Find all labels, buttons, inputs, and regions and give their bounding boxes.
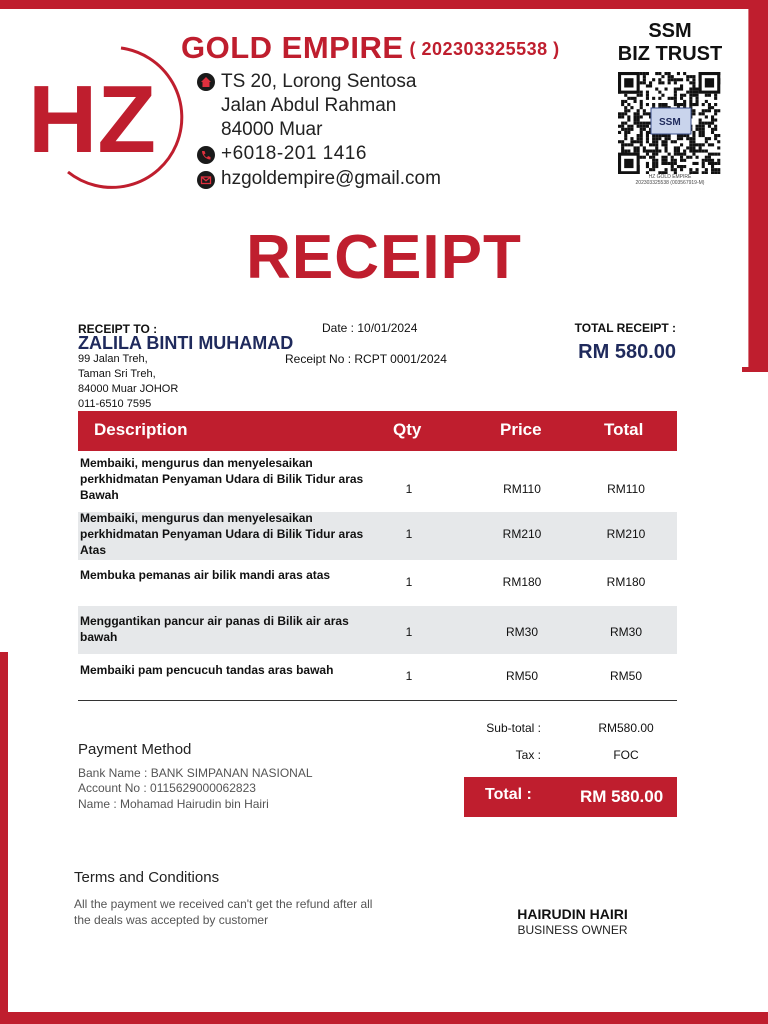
company-logo [26, 40, 196, 190]
receipt-number: Receipt No : RCPT 0001/2024 [285, 352, 447, 366]
address-line-1: TS 20, Lorong Sentosa [221, 71, 417, 92]
row-total: RM210 [606, 527, 646, 541]
grand-total-label: Total : [485, 786, 532, 803]
ssm-badge [605, 20, 735, 66]
email-icon [197, 171, 215, 189]
tax-value: FOC [613, 748, 639, 762]
row-total: RM50 [609, 669, 642, 683]
customer-phone: 011-6510 7595 [78, 398, 152, 410]
table-row [78, 512, 677, 560]
row-qty: 1 [405, 482, 413, 496]
left-border-stripe [0, 652, 8, 1024]
total-receipt-amount: RM 580.00 [578, 341, 676, 363]
biz-trust-label: BIZ TRUST [617, 43, 723, 65]
total-receipt-label: TOTAL RECEIPT : [574, 321, 676, 335]
row-price: RM110 [503, 482, 541, 496]
table-row [78, 606, 677, 654]
row-qty: 1 [405, 669, 413, 683]
phone-icon [197, 146, 215, 164]
address-line-2: Jalan Abdul Rahman [221, 95, 397, 116]
table-row [78, 560, 677, 606]
signer-role: BUSINESS OWNER [517, 923, 628, 937]
table-row [78, 451, 677, 510]
subtotal-label: Sub-total : [486, 721, 541, 735]
business-name: GOLD EMPIRE [181, 30, 404, 65]
table-header [78, 411, 677, 451]
row-total: RM110 [607, 482, 645, 496]
bank-name: Bank Name : BANK SIMPANAN NASIONAL [78, 766, 313, 780]
row-total: RM30 [609, 625, 642, 639]
qr-caption-line-2: 202303325538 (003567919-M) [635, 180, 705, 186]
customer-address [78, 352, 178, 412]
row-description: Menggantikan pancur air panas di Bilik air aras bawah [80, 614, 349, 644]
row-qty: 1 [405, 575, 413, 589]
signer-name: HAIRUDIN HAIRI [517, 906, 628, 922]
header-price: Price [500, 420, 542, 439]
row-description: Membaiki pam pencucuh tandas aras bawah [80, 663, 334, 677]
business-name-line [181, 30, 560, 66]
row-price: RM180 [502, 575, 542, 589]
row-qty: 1 [405, 625, 413, 639]
row-description: Membuka pemanas air bilik mandi aras atas [80, 568, 331, 582]
top-border-stripe [0, 0, 748, 9]
grand-total-box [464, 777, 677, 817]
terms-text: All the payment we received can't get the refund after all the deals was accepted by customer [74, 897, 373, 927]
business-email[interactable]: hzgoldempire@gmail.com [221, 168, 441, 189]
payment-method-heading: Payment Method [78, 741, 192, 758]
signature-block [480, 906, 665, 937]
header-qty: Qty [393, 420, 422, 439]
row-total: RM180 [606, 575, 646, 589]
receipt-date: Date : 10/01/2024 [322, 321, 418, 335]
customer-address-line-3: 84000 Muar JOHOR [78, 383, 179, 395]
account-number: Account No : 0115629000062823 [78, 781, 256, 795]
customer-name: ZALILA BINTI MUHAMAD [78, 333, 294, 353]
qr-caption-line-1: HZ GOLD EMPIRE [648, 174, 692, 180]
row-price: RM30 [505, 625, 538, 639]
business-registration: ( 202303325538 ) [409, 39, 560, 59]
grand-total-value: RM 580.00 [580, 787, 664, 806]
header-description: Description [94, 420, 188, 439]
qr-code[interactable] [615, 72, 725, 174]
row-price: RM210 [502, 527, 542, 541]
business-phone[interactable]: +6018-201 1416 [221, 143, 367, 164]
table-divider [78, 700, 677, 701]
subtotal-value: RM580.00 [598, 721, 654, 735]
receipt-title: RECEIPT [246, 223, 522, 292]
tax-label: Tax : [515, 748, 541, 762]
row-description: Membaiki, mengurus dan menyelesaikan perkhidmatan Penyaman Udara di Bilik Tidur aras Atas [80, 511, 364, 557]
customer-address-line-1: 99 Jalan Treh, [78, 353, 148, 365]
ssm-label: SSM [648, 20, 692, 42]
header-total: Total [604, 420, 644, 439]
table-row [78, 654, 677, 700]
row-price: RM50 [505, 669, 538, 683]
address-line-3: 84000 Muar [221, 119, 323, 140]
account-holder-name: Name : Mohamad Hairudin bin Hairi [78, 797, 269, 811]
row-qty: 1 [405, 527, 413, 541]
receipt-to-label: RECEIPT TO : [78, 322, 158, 336]
svg-text:SSM: SSM [659, 117, 681, 128]
terms-heading: Terms and Conditions [74, 869, 220, 886]
logo-text: HZ [28, 66, 156, 173]
row-description: Membaiki, mengurus dan menyelesaikan perkhidmatan Penyaman Udara di Bilik Tidur aras Bawah [80, 456, 364, 502]
customer-address-line-2: Taman Sri Treh, [78, 368, 156, 380]
qr-caption [612, 174, 728, 186]
bottom-border-stripe [0, 1012, 768, 1024]
home-icon [197, 73, 215, 91]
